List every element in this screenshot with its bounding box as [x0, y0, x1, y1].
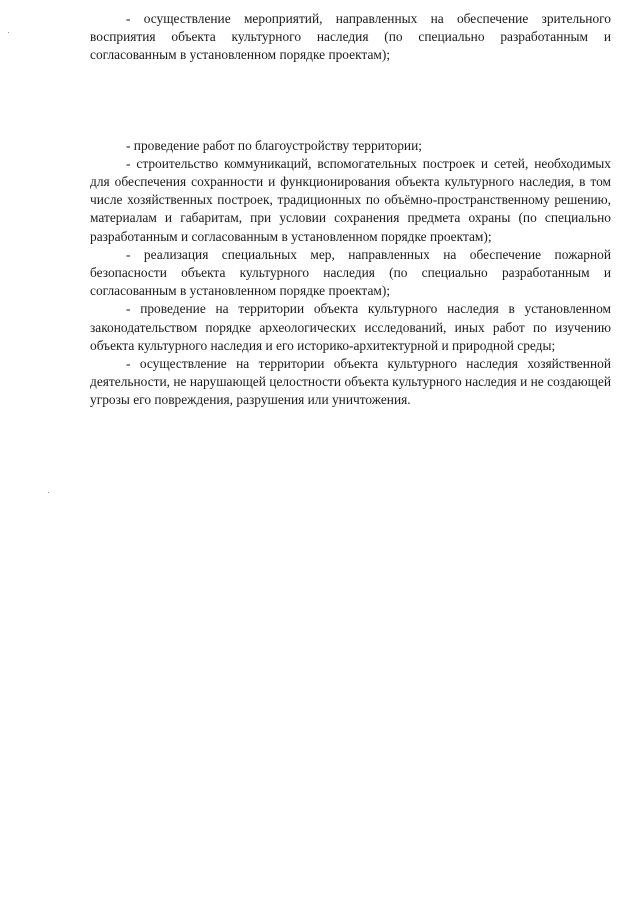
list-item-landscaping: - проведение работ по благоустройству территории;	[126, 137, 422, 153]
paragraph-gap	[90, 65, 611, 137]
list-item-utilities-construction: - строительство коммуникаций, вспомогательных построек и сетей, необходимых для обеспечения сохранности и функционирования объекта культурного наследия, в том числе хозяйственных построек, традиционных по объёмно-пространственному решению, материалам и габаритам, при условии сохранения предмета охраны (по специально разработанным и согласованным в установленном порядке проектам);	[90, 155, 611, 244]
scan-speck	[8, 32, 9, 33]
scan-speck	[48, 492, 49, 493]
document-body	[90, 10, 611, 410]
list-item-economic-activity: - осуществление на территории объекта культурного наследия хозяйственной деятельности, не нарушающей целостности объекта культурного наследия и не создающей угрозы его повреждения, разрушения или уничтожения.	[90, 356, 611, 408]
list-item-fire-safety: - реализация специальных мер, направленных на обеспечение пожарной безопасности объекта культурного наследия (по специально разработанным и согласованным в установленном порядке проектам);	[90, 246, 611, 299]
list-item-archaeological-research: - проведение на территории объекта культурного наследия в установленном законодательством порядке археологических исследований, иных работ по изучению объекта культурного наследия и его историко-архитектурной и природной среды;	[90, 301, 611, 353]
list-item-visual-perception: - осуществление мероприятий, направленных на обеспечение зрительного восприятия объекта культурного наследия (по специально разработанным и согласованным в установленном порядке проектам);	[90, 11, 611, 63]
